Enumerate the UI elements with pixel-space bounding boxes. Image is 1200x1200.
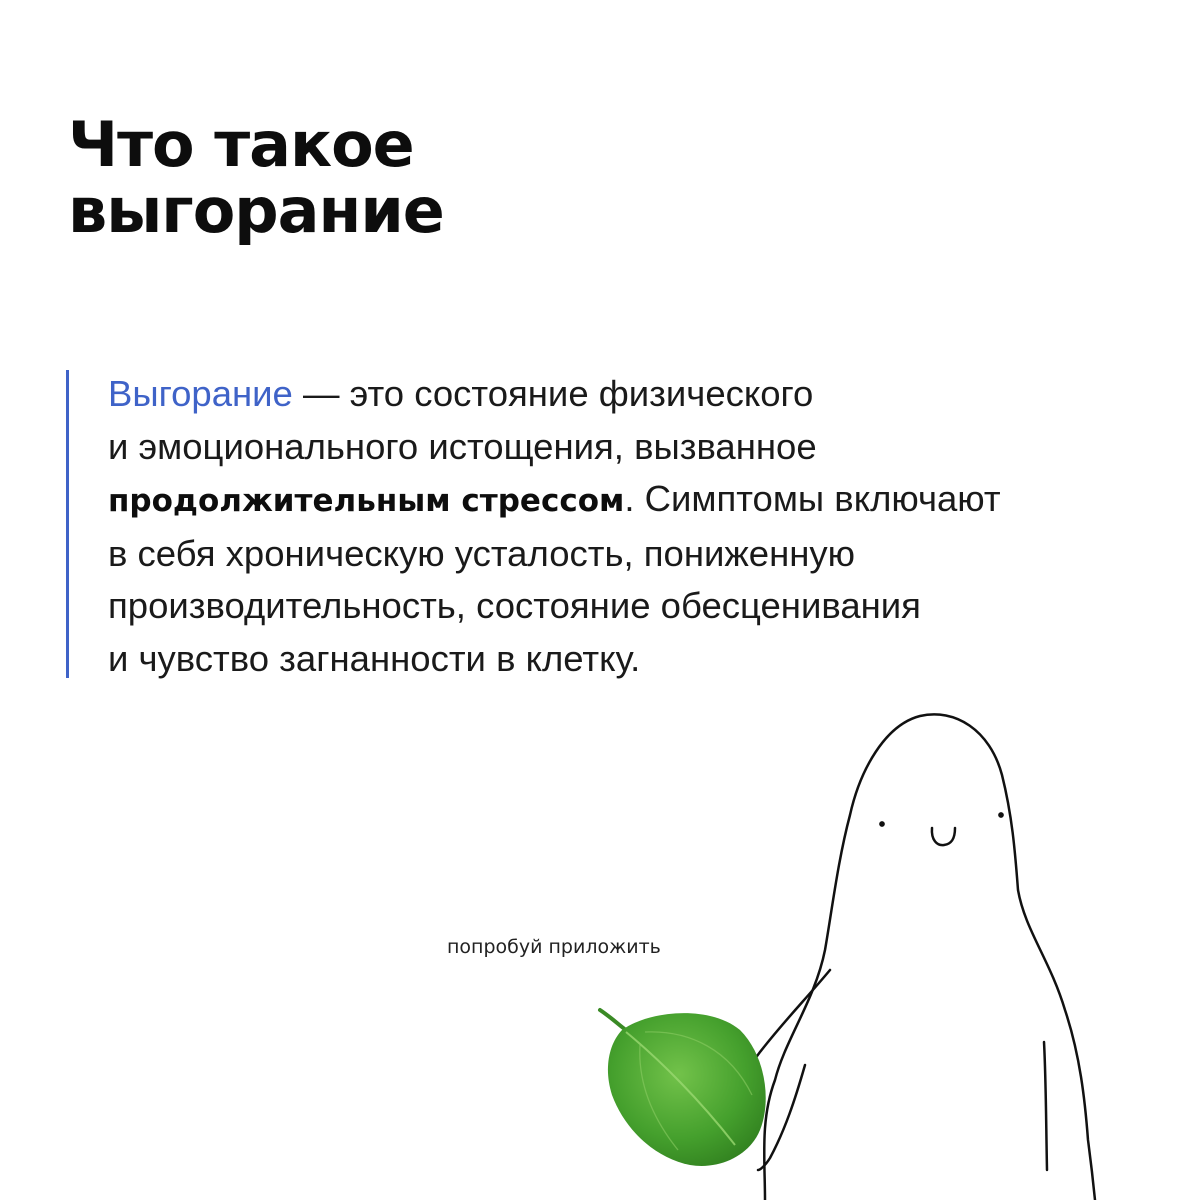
plantain-leaf-icon — [600, 1010, 766, 1166]
page-title — [68, 108, 444, 247]
page-title-line-2: выгорание — [68, 174, 444, 247]
definition-line-3 — [108, 473, 1178, 528]
definition-line-2: и эмоционального истощения, вызванное — [108, 425, 817, 467]
ghost-character-illustration — [560, 700, 1200, 1200]
definition-line-5: производительность, состояние обесценивания — [108, 585, 921, 626]
caption-text: попробуй приложить — [447, 936, 661, 958]
definition-line-6: и чувство загнанности в клетку. — [108, 637, 641, 679]
definition-line-1 — [108, 368, 1178, 421]
definition-line-3-rest: . Симптомы включают — [624, 478, 1001, 519]
ghost-character-icon — [750, 714, 1095, 1200]
definition-paragraph — [108, 368, 1178, 685]
definition-line-4: в себя хроническую усталость, пониженную — [108, 532, 856, 574]
quote-accent-bar — [66, 370, 69, 678]
definition-emphasis: продолжительным стрессом — [108, 483, 625, 519]
definition-term: Выгорание — [108, 373, 293, 414]
page-title-line-1: Что такое — [68, 108, 414, 181]
definition-line-1-rest: — это состояние физического — [292, 373, 814, 414]
